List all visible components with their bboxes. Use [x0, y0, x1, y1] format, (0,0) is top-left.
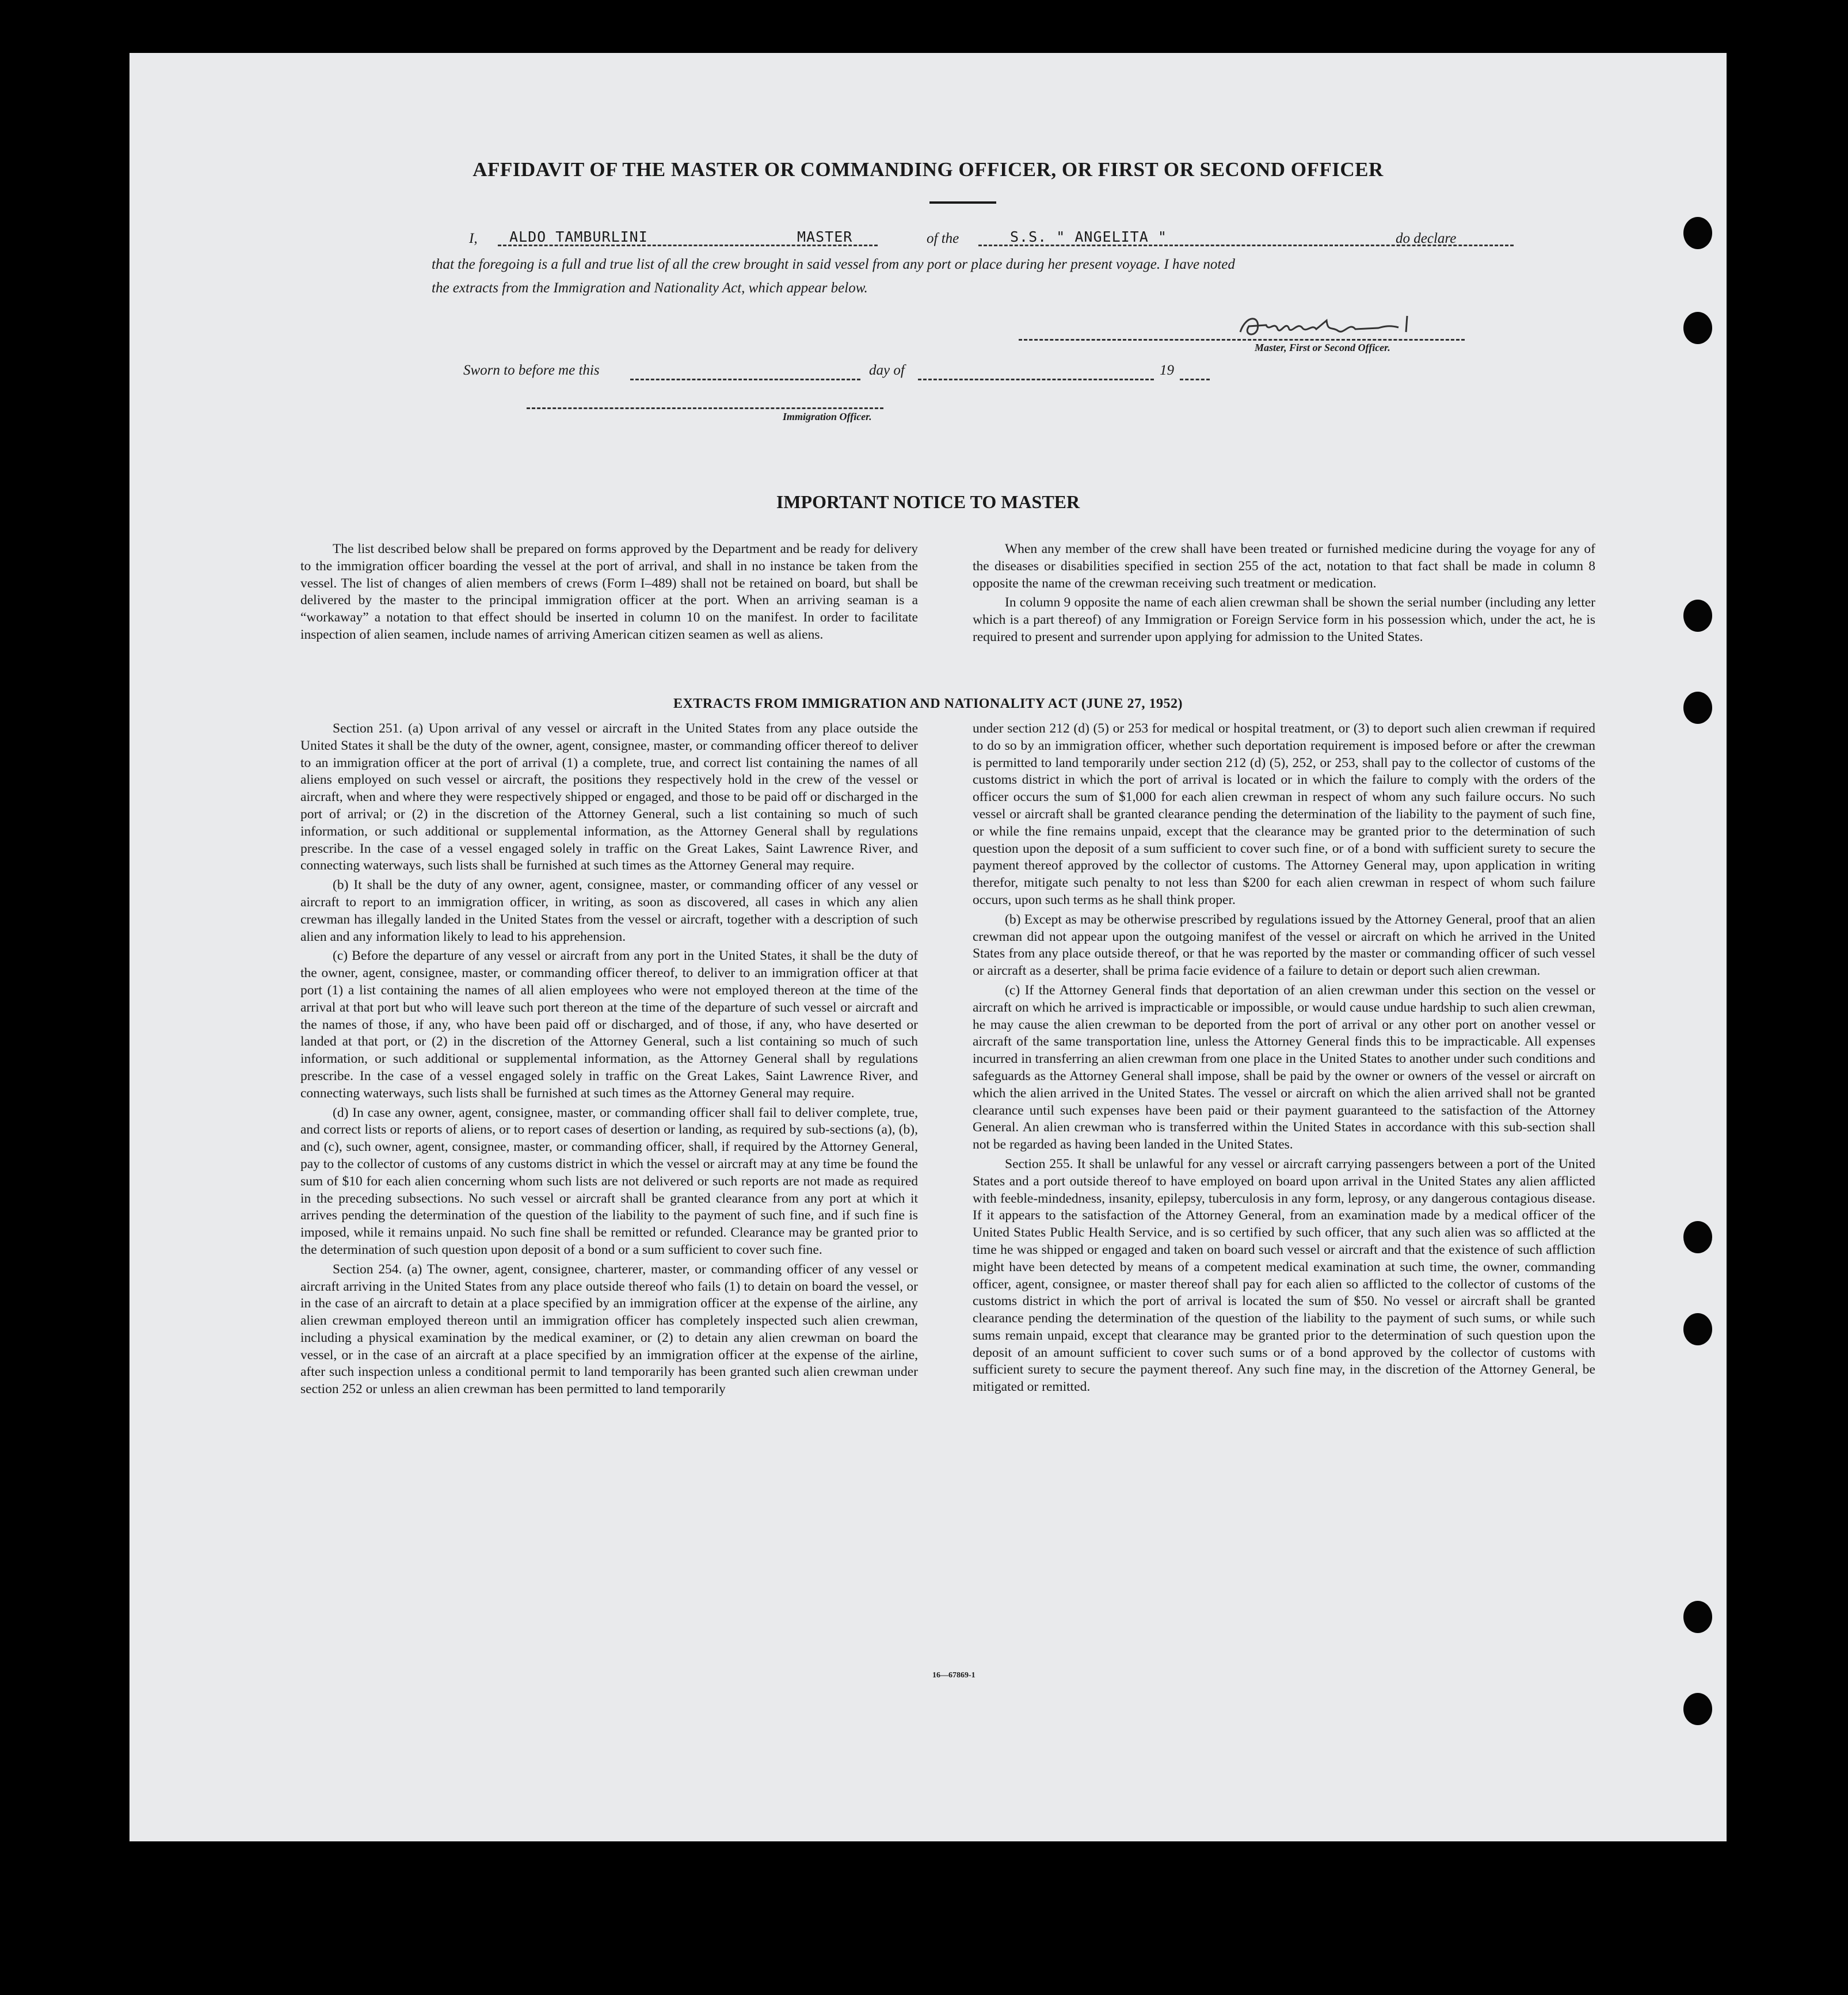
extract-paragraph: Section 254. (a) The owner, agent, consignee, charterer, master, or commanding officer of any vessel or aircraft arriving in the United States from any place outside thereof who fails (1) to detain on board the vessel, or in the case of an aircraft to detain at a place specified by an immigration officer at the expense of the airline, any alien crewman employed thereon until an immigration officer has completely inspected such alien crewman, including a physical examination by the medical examiner, or (2) to detain any alien crewman on board the vessel, or in the case of an aircraft at a place specified by an immigration officer at the expense of the airline, after such inspection unless a conditional permit to land temporarily has been granted such alien crewman under section 252 or unless an alien crewman has been permitted to land temporarily: [300, 1261, 918, 1397]
extract-paragraph: (c) Before the departure of any vessel or aircraft from any port in the United States, it shall be the duty of the owner, agent, consignee, master, or commanding officer thereof, to deliver to an immigration officer at that port (1) a list containing the names of all alien employees who were not employed thereon at the time of the arrival at that port but who will leave such port thereon at the time of the departure of such vessel or aircraft and the names of those, if any, who have been paid off or discharged, and of those, if any, who have deserted or landed at that port, or (2) in the discretion of the Attorney General, such a list containing so much of such information, or such additional or supplemental information, as the Attorney General shall by regulations prescribe. In the case of a vessel engaged solely in traffic on the Great Lakes, Saint Lawrence River, and connecting waterways, such lists shall be furnished at such times as the Attorney General may require.: [300, 948, 918, 1101]
declaration-line-2: that the foregoing is a full and true list of all the crew brought in said vessel from any port or place during her present voyage. I have noted: [432, 257, 1235, 272]
sworn-prefix: Sworn to before me this: [463, 363, 600, 378]
extract-paragraph: Section 255. It shall be unlawful for any vessel or aircraft carrying passengers between a port of the United States and a port outside thereof to have employed on board upon arrival in the United States any alien afflicted with feeble-mindedness, insanity, epilepsy, tuberculosis in any form, leprosy, or any dangerous contagious disease. If it appears to the satisfaction of the Attorney General, from an examination made by a medical officer of the United States Public Health Service, and is so certified by such officer, that any such alien was so afflicted at the time he was shipped or engaged and taken on board such vessel or aircraft and that the existence of such affliction might have been detected by means of a competent medical examination at such time, the owner, commanding officer, agent, consignee, or master thereof shall pay for each alien so afflicted to the collector of customs of the customs district in which the port of arrival is located the sum of $50. No vessel or aircraft shall be granted clearance pending the determination of the question of the liability to the payment of such sums, or while such sums remain unpaid, except that clearance may be granted prior to the determination of such question upon the deposit of an amount sufficient to cover such sums or of a bond approved by the collector of customs with sufficient surety to secure the payment thereof. Any such fine may, in the discretion of the Attorney General, be mitigated or remitted.: [973, 1156, 1595, 1395]
extract-paragraph: (b) Except as may be otherwise prescribed by regulations issued by the Attorney General, proof that an alien crewman did not appear upon the outgoing manifest of the vessel or aircraft on which he arrived in the United States from any place outside thereof, or that he was reported by the master or commanding officer of such vessel or aircraft as a deserter, shall be prima facie evidence of a failure to detain or deport such alien crewman.: [973, 911, 1595, 979]
notice-right-column: [973, 541, 1595, 649]
punch-hole: [1683, 600, 1712, 632]
vessel-name-field: S.S. " ANGELITA ": [1010, 228, 1167, 245]
master-signature: [1234, 309, 1419, 344]
immigration-officer-caption: Immigration Officer.: [783, 411, 872, 422]
declaration-line-3: the extracts from the Immigration and Nationality Act, which appear below.: [432, 280, 868, 296]
extracts-right-column: [973, 720, 1595, 1398]
punch-hole: [1683, 1221, 1712, 1253]
extract-paragraph: (b) It shall be the duty of any owner, agent, consignee, master, or commanding officer of any vessel or aircraft to report to an immigration officer, in writing, as soon as discovered, all cases in which any alien crewman has illegally landed in the United States from the vessel or aircraft, together with a description of such alien and any information likely to lead to his apprehension.: [300, 878, 918, 944]
punch-hole: [1683, 217, 1712, 249]
of-the-label: of the: [927, 231, 959, 246]
day-of-label: day of: [869, 363, 905, 378]
punch-hole: [1683, 1601, 1712, 1633]
form-code: 16—67869-1: [932, 1671, 976, 1680]
extract-paragraph: Section 251. (a) Upon arrival of any vessel or aircraft in the United States from any place outside the United States it shall be the duty of the owner, agent, consignee, master, or commanding officer thereof to deliver to an immigration officer at the port of arrival (1) a complete, true, and correct list containing the names of all aliens employed on such vessel or aircraft, the positions they respectively hold in the crew of the vessel or aircraft, when and where they were respectively shipped or engaged, and those to be paid off or discharged in the port of arrival; or (2) in the discretion of the Attorney General, such a list containing so much of such information, or such additional or supplemental information, as the Attorney General shall by regulations prescribe. In the case of a vessel engaged solely in traffic on the Great Lakes, Saint Lawrence River, and connecting waterways, such lists shall be furnished at such times as the Attorney General may require.: [300, 721, 918, 873]
master-name-field: ALDO TAMBURLINI: [509, 228, 648, 245]
notice-title: IMPORTANT NOTICE TO MASTER: [776, 491, 1080, 512]
declaration-prefix: I,: [469, 231, 478, 246]
extract-paragraph: (d) In case any owner, agent, consignee, master, or commanding officer shall fail to deliver complete, true, and correct lists or reports of aliens, or to report cases of desertion or landing, as required by sub-sections (a), (b), and (c), such owner, agent, consignee, master, or commanding officer, shall, if required by the Attorney General, pay to the collector of customs of any customs district in which the vessel or aircraft may at any time be found the sum of $10 for each alien concerning whom such lists are not delivered or such reports are not made as required in the preceding subsections. No such vessel or aircraft shall be granted clearance from any port at which it arrives pending the determination of the question of the liability to the payment of such fine, and if such fine is imposed, while it remains unpaid. No such fine shall be remitted or refunded. Clearance may be granted prior to the determination of such question upon deposit of a bond or a sum sufficient to cover such fine.: [300, 1105, 918, 1257]
rank-field: MASTER: [797, 228, 853, 245]
title-underline: [929, 201, 996, 204]
punch-hole: [1683, 692, 1712, 724]
notice-paragraph: The list described below shall be prepared on forms approved by the Department and be ready for delivery to the immigration officer boarding the vessel at the port of arrival, and shall in no instance be taken from the vessel. The list of changes of alien members of crews (Form I–489) shall not be retained on board, but shall be delivered by the master to the principal immigration officer at the port. When an arriving seaman is a “workaway” a notation to that effect should be inserted in column 10 on the manifest. In order to facilitate inspection of alien seamen, include names of arriving American citizen seamen as well as aliens.: [300, 541, 918, 642]
extract-paragraph: (c) If the Attorney General finds that deportation of an alien crewman under this section on the vessel or aircraft on which he arrived is impracticable or impossible, or would cause undue hardship to such alien crewman, he may cause the alien crewman to be deported from the port of arrival or any other port on another vessel or aircraft of the same transportation line, unless the Attorney General finds this to be impracticable. All expenses incurred in transferring an alien crewman from one place in the United States to another under such conditions and safeguards as the Attorney General shall impose, shall be paid by the owner or owners of the vessel or aircraft on which the alien arrived in the United States. The vessel or aircraft on which the alien arrived shall not be granted clearance until such expenses have been paid or their payment guaranteed to the satisfaction of the Attorney General. An alien crewman who is transferred within the United States in accordance with this sub-section shall not be regarded as having been landed in the United States.: [973, 982, 1595, 1153]
extracts-title: EXTRACTS FROM IMMIGRATION AND NATIONALITY ACT (JUNE 27, 1952): [673, 696, 1183, 711]
immigration-officer-line: [527, 407, 883, 409]
notice-left-column: [300, 541, 918, 646]
sworn-year-line: [1180, 379, 1210, 380]
extract-paragraph: under section 212 (d) (5) or 253 for medical or hospital treatment, or (3) to deport such alien crewman if required to do so by an immigration officer, whether such deportation requirement is imposed before or after the crewman is permitted to land temporarily under section 212 (d) (5), 252, or 253, shall pay to the collector of customs of the customs district in which the port of arrival is located or in which the failure to comply with the orders of the officer occurs the sum of $1,000 for each alien crewman in respect of whom any such failure occurs. No such vessel or aircraft shall be granted clearance pending the determination of the liability to the payment of such fine, or while the fine remains unpaid, except that the clearance may be granted prior to the determination of such question upon the deposit of a sum sufficient to cover such fine, or of a bond with sufficient surety to secure the payment thereof approved by the collector of customs. The Attorney General may, upon application in writing therefor, mitigate such penalty to not less than $200 for each alien crewman in respect of whom such failure occurs, upon such terms as he shall think proper.: [973, 721, 1595, 907]
notice-paragraph: In column 9 opposite the name of each alien crewman shall be shown the serial number (including any letter which is a part thereof) of any Immigration or Foreign Service form in his possession which, under the act, he is required to present and surrender upon applying for admission to the United States.: [973, 595, 1595, 644]
sworn-day-line: [630, 379, 860, 380]
affidavit-title: AFFIDAVIT OF THE MASTER OR COMMANDING OFFICER, OR FIRST OR SECOND OFFICER: [473, 158, 1384, 181]
punch-hole: [1683, 1313, 1712, 1345]
signature-line: [1019, 339, 1465, 341]
sworn-month-line: [918, 379, 1154, 380]
extracts-left-column: [300, 720, 918, 1401]
notice-paragraph: When any member of the crew shall have been treated or furnished medicine during the voyage for any of the diseases or disabilities specified in section 255 of the act, notation to that fact shall be made in column 8 opposite the name of the crewman receiving such treatment or medication.: [973, 541, 1595, 591]
signature-caption: Master, First or Second Officer.: [1255, 342, 1390, 353]
year-label: 19: [1160, 363, 1174, 378]
punch-hole: [1683, 1693, 1712, 1725]
punch-hole: [1683, 312, 1712, 344]
document-page: [129, 53, 1727, 1841]
do-declare-label: do declare: [1396, 231, 1457, 246]
